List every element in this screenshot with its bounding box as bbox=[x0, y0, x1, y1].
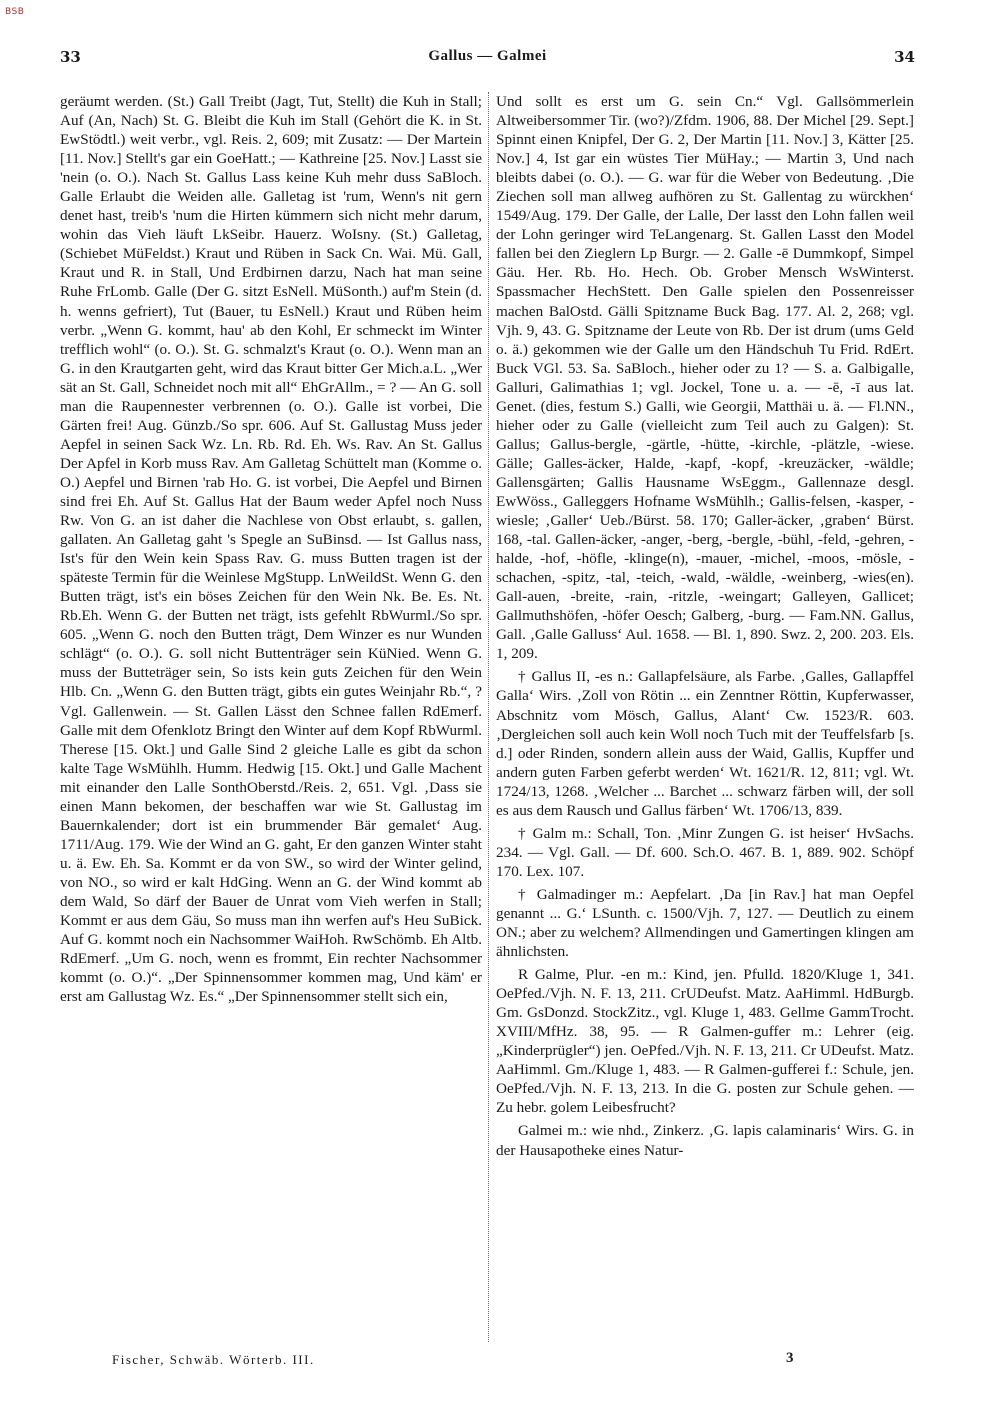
entry-text: geräumt werden. (St.) Gall Treibt (Jagt, Tut, Stellt) die Kuh in Stall; Auf (An, Nach) St. G. Bleibt die Kuh im Stall (Gehört die K. in St. EwStödtl.) weit verbr., vgl. Reis. 2, 609; mit Zusatz: — Der Martein [11. Nov.] Stellt's gar ein GoeHatt.; — Kathreine [25. Nov.] Lasst sie 'nein (o. O.). Nach St. Gallus Lass keine Kuh mehr duss SaBloch. Galle Erlaubt die Weiden alle. Galletag ist 'rum, Wenn's nit gern denet hast, treib's 'num die Hirten kümmern sich nicht mehr darum, wohin das Vieh läuft LkSeibr. Hauerz. WoIsny. (St.) Galletag, (Schiebet MüFeldst.) Kraut und Rüben in Sack Cn. Wai. Mü. Gall, Kraut und R. in Stall, Und Erdbirnen darzu, Nach hat man seine Ruhe FrLomb. Galle (Der G. sitzt EsNell. MüSonth.) auf'm Stein (d. h. wenns gefriert), Tut (Bauer, tu EsNell.) Kraut und Rüben heim verbr. „Wenn G. kommt, hau' ab den Kohl, Er schmeckt im Winter trefflich wohl“ (o. O.). St. G. schmalzt's Kraut (o. O.). Wenn man an G. in den Krautgarten geht, wird das Kraut bitter Ger Mich.a.L. „Wer sät an St. Gall, Schneidet noch mit all“ EhGrAllm., = ? — An G. soll man die Raupennester verbrennen (o. O.). Galle ist vorbei, Die Gärten frei! Aug. Günzb./So spr. 606. Auf St. Gallustag Muss jeder Aepfel in seinen Sack Wz. Ln. Rb. Rd. Eh. Ws. Rav. An St. Gallus Der Apfel in Korb muss Rav. Am Galletag Schüttelt man (Komme o. O.) Aepfel und Birnen 'rab Ho. G. ist vorbei, Die Aepfel und Birnen sind frei Eh. Auf St. Gallus Hat der Baum weder Apfel noch Nuss Rw. Von G. an ist daher die Nachlese von Obst erlaubt, s. gallen, gallaten. An Galletag gaht 's Spegle an SuBinsd. — Ist Gallus nass, Ist's für den Wein kein Spass Rav. G. muss Butten tragen ist der späteste Termin für die Weinlese MgStupp. LnWeildSt. Wenn G. den Butten trägt, ist's ein böses Zeichen für den Wein Nk. Be. Es. Nt. Rb.Eh. Wenn G. der Butten net trägt, ists gefehlt RbWurml./So spr. 605. „Wenn G. noch den Butten trägt, Dem Winzer es nur Wunden schlägt“ (o. O.). G. soll nicht Buttenträger sein KüNied. Wenn G. muss der Butteträger sein, So ists kein guts Zeichen für den Wein Hlb. Cn. „Wenn G. den Butten trägt, gibts ein gutes Weinjahr Rb.“, ? Vgl. Gallenwein. — St. Gallen Lässt den Schnee fallen RdEmerf. Galle mit dem Ofenklotz Bringt den Winter auf dem Kopf RbWurml. Therese [15. Okt.] und Galle Sind 2 gleiche Lalle es gibt da schon kalte Tage WsMühlh. Humm. Hedwig [15. Okt.] und Galle Machent mit einander den Lalle SonthOberstd./Reis. 2, 651. Vgl. ‚Dass sie einen Mann bekomen, der beschaffen war wie St. Gallustag im Bauernkalender; dort ist ein brummender Bär gemalet‘ Aug. 1711/Aug. 179. Wie der Wind an G. gaht, Er den ganzen Winter staht u. ä. Ew. Eh. Sa. Kommt er da von SW., so wird der Winter gelind, von NO., so wird er kalt HdGing. Wenn an G. der Wind kommt ab dem Wald, So därf der Bauer de Unrat vom Vieh werfen in Stall; Kommt er aus dem Gäu, So muss man ihn werfen auf's Heu SuBick. Auf G. kommt noch ein Nachsommer WaiHoh. RwSchömb. Eh Altb. RdEmerf. „Um G. noch, wenn es frommt, Ein rechter Nachsommer kommt (o. O.)“. „Der Spinnensommer kommen mag, Und käm' er erst am Gallustag Wz. Es.“ „Der Spinnensommer stellt sich ein, bbox=[60, 93, 482, 1006]
entry-galmadinger: † Galmadinger m.: Aepfelart. ‚Da [in Rav.] hat man Oepfel genannt ... G.‘ LSunth. c. 1500/Vjh. 7, 127. — Deutlich zu einem ON.; aber zu welchem? Allmendingen und Gamertingen klingen am ähnlichsten. bbox=[496, 885, 914, 961]
footer-signature: 3 bbox=[786, 1350, 794, 1366]
entry-gallus-ii: † Gallus II, -es n.: Gallapfelsäure, als Farbe. ‚Galles, Gallapffel Galla‘ Wirs. ‚Zoll von Rötin ... ein Zenntner Röttin, Kupferwasser, Abschnitz vom Mösch, Gallus, Alant‘ Cw. 1523/R. 603. ‚Dergleichen soll auch kein Woll noch Tuch mit der Teuffelsfarb [s. d.] oder Rinden, sondern allein auss der Waid, Gallis, Kupffer und andern guten Farben geferbt werden‘ Wt. 1621/R. 12, 811; vgl. Wt. 1724/13, 1268. ‚Welcher ... Barchet ... schwarz färben will, der soll es aus dem Rausch und Gallus färben‘ Wt. 1706/13, 839. bbox=[496, 668, 914, 819]
page-title: Gallus — Galmei bbox=[428, 48, 547, 64]
page-header bbox=[60, 48, 915, 72]
entry-galme: R Galme, Plur. -en m.: Kind, jen. Pfulld. 1820/Kluge 1, 341. OePfed./Vjh. N. F. 13, 211. CrUDeufst. Matz. AaHimml. HdBurgb. Gm. GsDonzd. StockZitz., vgl. Kluge 1, 483. Gellme GammTrocht. XVIII/MfHz. 38, 95. — R Galmen-guffer m.: Lehrer (eig. „Kinderprügler“) jen. OePfed./Vjh. N. F. 13, 211. Cr UDeufst. Matz. AaHimml. Gm./Kluge 1, 483. — R Galmen-gufferei f.: Schule, jen. OePfed./Vjh. N. F. 13, 213. In die G. posten zur Schule gehen. — Zu hebr. golem Leibesfrucht? bbox=[496, 966, 914, 1117]
left-column-number: 33 bbox=[60, 48, 81, 66]
entry-text: Und sollt es erst um G. sein Cn.“ Vgl. Gallsömmerlein Altweibersommer Tir. (wo?)/Zfdm. 1906, 88. Der Michel [29. Sept.] Spinnt einen Knipfel, Der G. 2, Der Martin [11. Nov.] 3, Kätter [25. Nov.] 4, Ist gar ein wüstes Tier MüHay.; — Martin 3, Und nach bleibts dabei (o. O.). — G. war für die Weber von Bedeutung. ‚Die Ziechen soll man allweg aufhören zu St. Gallentag zu würckhen‘ 1549/Aug. 179. Der Galle, der Lalle, Der lasst den Lohn fallen weil der Lohn geringer wird TeLangenarg. St. Gallen Lasst den Model fallen bei den Zieglern Lp Burgr. — 2. Galle -ē Dummkopf, Simpel Gäu. Her. Rb. Ho. Hech. Ob. Grober Mensch WsWinterst. Spassmacher HechStett. Den Galle spielen den Possenreisser machen BalOstd. Gälli Spitzname Buck Bag. 177. Al. 2, 268; vgl. Vjh. 9, 43. G. Spitzname der Leute von Rb. Der ist drum (ums Geld o. ä.) gekommen wie der Galle um den Händschuh Tu Frid. RdErt. Buck VGl. 53. Sa. SaBloch., hieher oder zu 1? — S. a. Galbigalle, Galluri, Galimathias 1; vgl. Jockel, Tone u. a. — -ē, -ī aus lat. Genet. (dies, festum S.) Galli, wie Georgii, Matthäi u. ä. — Fl.NN., hieher oder zu Galle (vielleicht zum Teil auch zu Galgen): St. Gallus; Gallus-bergle, -gärtle, -hütte, -kirchle, -plätzle, -wiese. Gälle; Galles-äcker, Halde, -kapf, -kopf, -kreuzäcker, -wäldle; Gallensgärten; Gallis Hausname WsEggm., Gallennaze desgl. EwWöss., Galleggers Hofname WsMühlh.; Gallis-felsen, -kasper, -wiesle; ‚Galler‘ Ueb./Bürst. 58. 170; Galler-äcker, ‚graben‘ Bürst. 168, -tal. Gallen-äcker, -anger, -berg, -bergle, -bühl, -feld, -gehren, -halde, -hof, -höfle, -klinge(n), -mauer, -michel, -moos, -mösle, -schachen, -spitz, -tal, -teich, -wald, -wäldle, -weinberg, -wies(en). Gall-auen, -breite, -rain, -ritzle, -weingart; Galleyen, Gallicet; Gallmuthshöfen, -höfer Oesch; Galberg, -burg. — Fam.NN. Gallus, Gall. ‚Galle Galluss‘ Aul. 1658. — Bl. 1, 890. Swz. 2, 200. 203. Els. 1, 209. bbox=[496, 93, 914, 663]
footer-source: Fischer, Schwäb. Wörterb. III. bbox=[112, 1352, 315, 1367]
entry-galmei: Galmei m.: wie nhd., Zinkerz. ‚G. lapis calaminaris‘ Wirs. G. in der Hausapotheke eines Natur- bbox=[496, 1122, 914, 1159]
right-column-number: 34 bbox=[894, 48, 915, 66]
library-stamp: BSB bbox=[5, 7, 25, 17]
column-divider bbox=[488, 92, 489, 1342]
left-column bbox=[60, 92, 482, 1342]
right-column bbox=[496, 92, 914, 1342]
entry-galm: † Galm m.: Schall, Ton. ‚Minr Zungen G. ist heiser‘ HvSachs. 234. — Vgl. Gall. — Df. 600. Sch.O. 467. B. 1, 889. 902. Schöpf 170. Lex. 107. bbox=[496, 824, 914, 880]
